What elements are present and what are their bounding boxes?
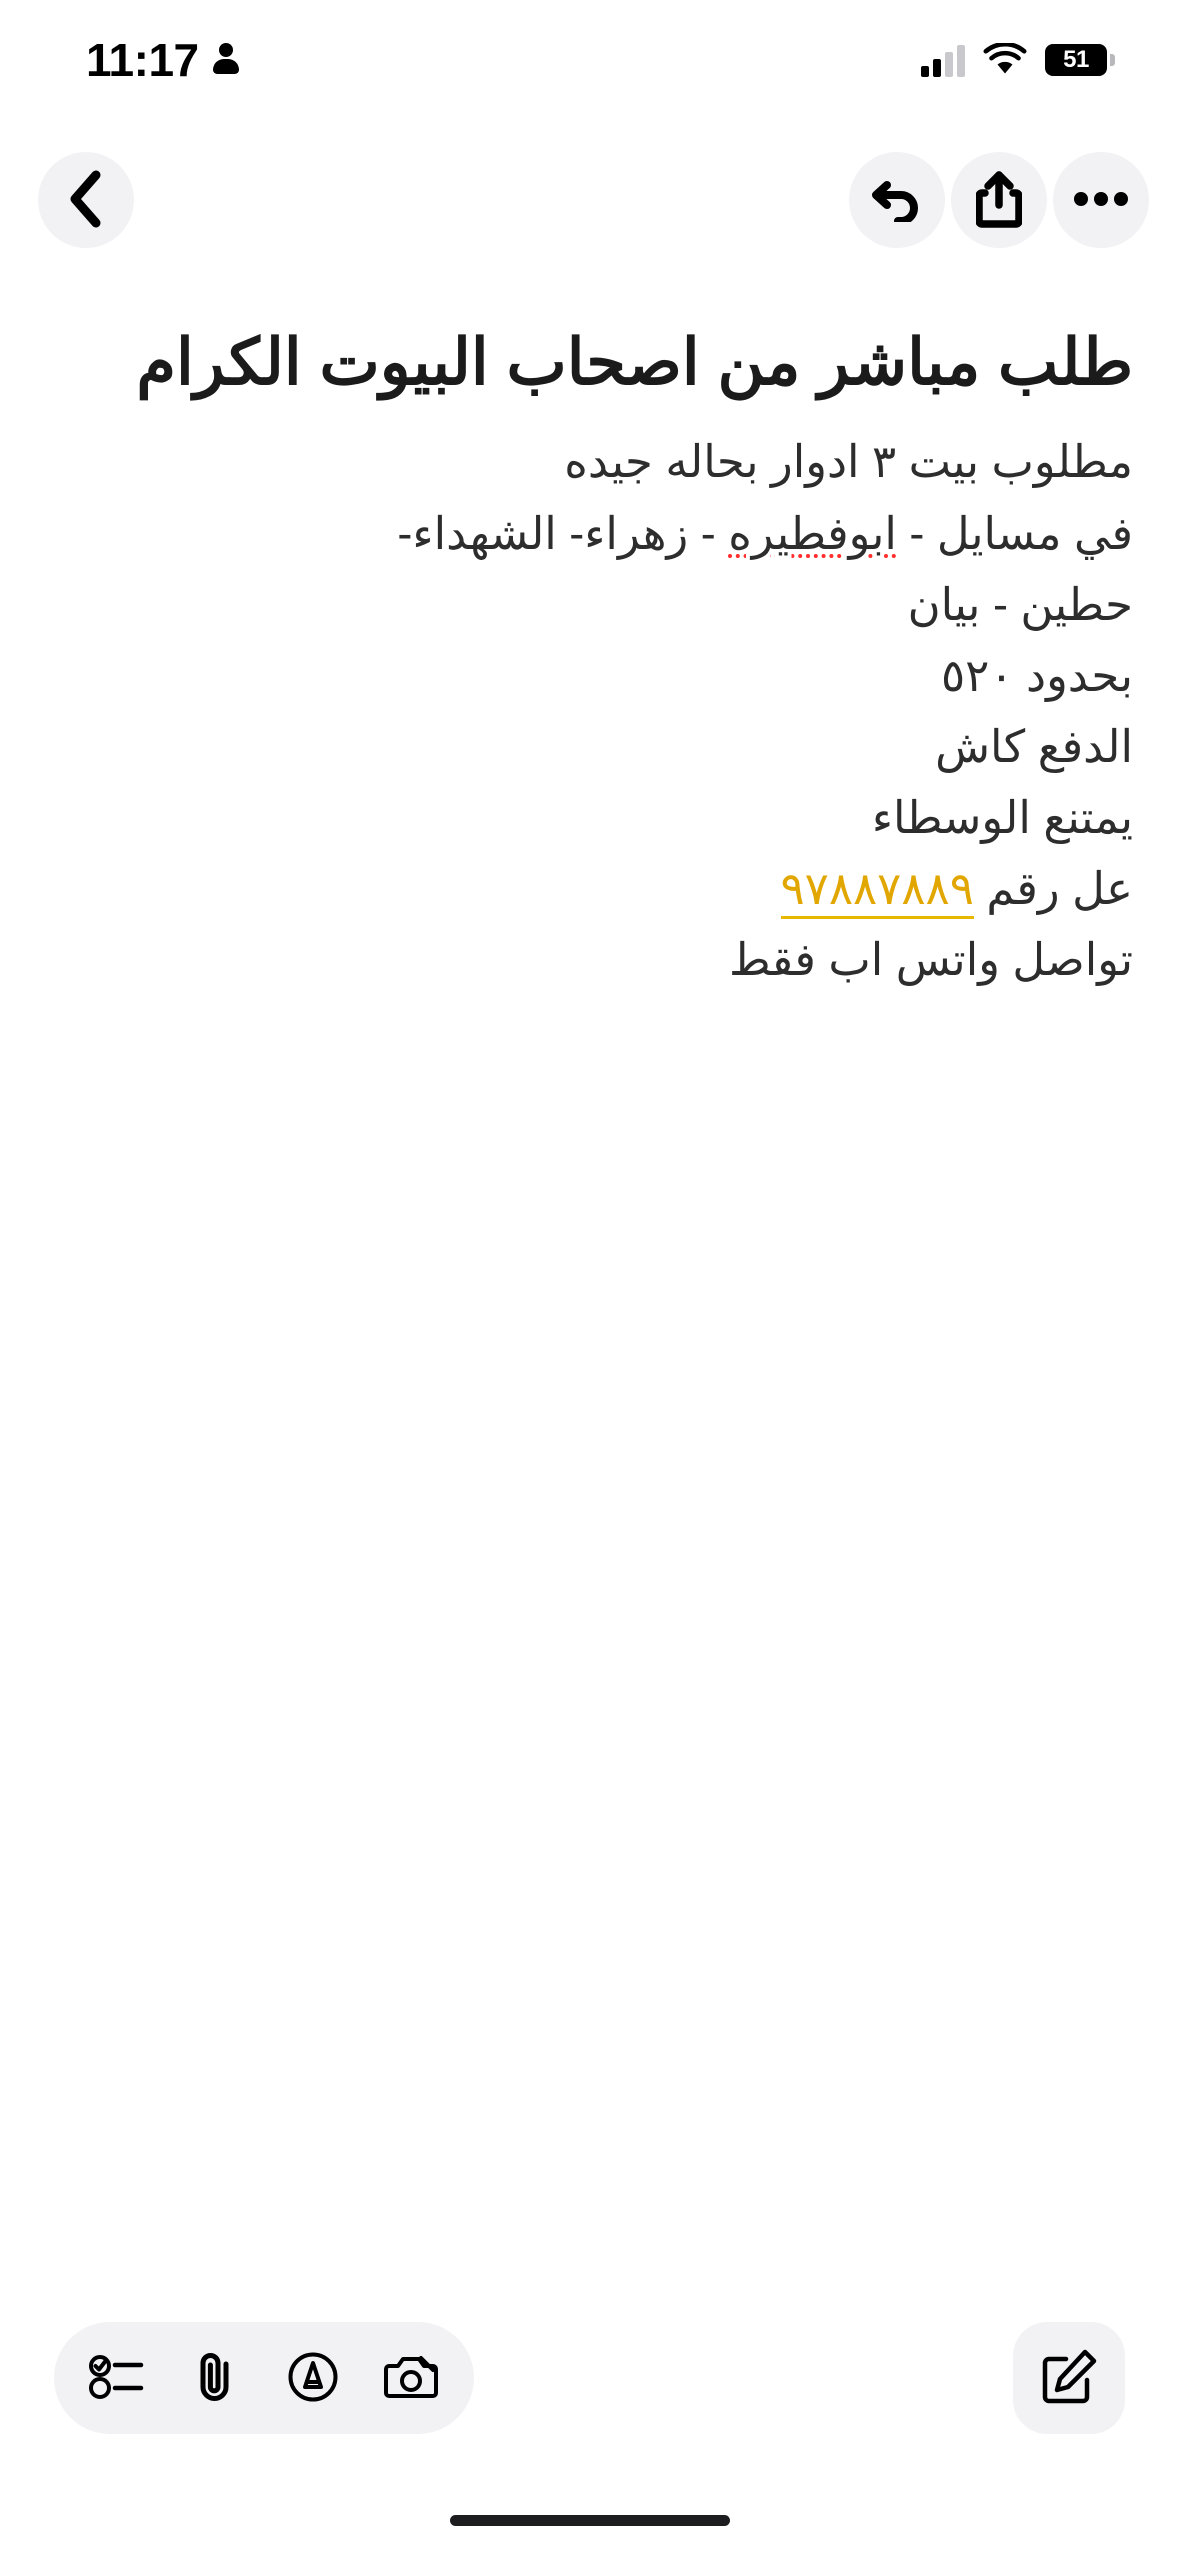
share-button[interactable] bbox=[951, 152, 1047, 248]
new-note-button[interactable] bbox=[1013, 2322, 1125, 2434]
checklist-button[interactable] bbox=[68, 2329, 166, 2427]
person-icon bbox=[213, 43, 239, 77]
share-icon bbox=[976, 170, 1022, 231]
status-bar bbox=[0, 0, 1179, 120]
compose-icon bbox=[1041, 2349, 1097, 2408]
note-content[interactable] bbox=[46, 320, 1133, 995]
undo-arrow-icon bbox=[871, 176, 923, 225]
note-line-phone[interactable] bbox=[46, 853, 1133, 924]
phone-line-prefix: عل رقم bbox=[986, 863, 1133, 915]
status-bar-left bbox=[86, 34, 239, 86]
note-line[interactable]: حطين - بيان bbox=[907, 578, 1133, 630]
note-line[interactable]: بحدود ٥٢٠ bbox=[941, 649, 1133, 701]
battery-level: 51 bbox=[1063, 46, 1089, 73]
home-indicator[interactable] bbox=[450, 2515, 730, 2526]
note-actions-group bbox=[849, 152, 1149, 248]
navigation-bar bbox=[0, 152, 1179, 262]
status-bar-right bbox=[921, 43, 1107, 77]
wifi-icon bbox=[983, 43, 1027, 77]
checklist-icon bbox=[89, 2355, 145, 2402]
undo-button[interactable] bbox=[849, 152, 945, 248]
camera-button[interactable] bbox=[362, 2329, 460, 2427]
note-line-with-spellcheck[interactable]: في مسايل - ابوفطيره - زهراء- الشهداء- bbox=[397, 507, 1133, 559]
phone-number-link[interactable]: ٩٧٨٨٧٨٨٩ bbox=[781, 863, 974, 919]
battery-icon bbox=[1045, 44, 1107, 76]
status-time: 11:17 bbox=[86, 34, 199, 86]
attachment-button[interactable] bbox=[166, 2329, 264, 2427]
back-chevron-icon bbox=[66, 170, 106, 231]
camera-icon bbox=[383, 2352, 439, 2405]
cellular-signal-icon bbox=[921, 43, 965, 77]
note-line[interactable]: مطلوب بيت ٣ ادوار بحاله جيده bbox=[564, 436, 1133, 488]
note-line[interactable]: الدفع كاش bbox=[935, 720, 1133, 772]
note-body[interactable] bbox=[46, 426, 1133, 995]
ellipsis-icon bbox=[1074, 191, 1128, 210]
back-button[interactable] bbox=[38, 152, 134, 248]
misspelled-word[interactable]: ابوفطيره bbox=[728, 507, 897, 559]
markup-pen-circle-icon bbox=[287, 2351, 339, 2406]
note-line[interactable]: تواصل واتس اب فقط bbox=[728, 934, 1133, 986]
bottom-toolbar bbox=[0, 2318, 1179, 2438]
more-options-button[interactable] bbox=[1053, 152, 1149, 248]
markup-button[interactable] bbox=[264, 2329, 362, 2427]
note-tools-group bbox=[54, 2322, 474, 2434]
note-title[interactable]: طلب مباشر من اصحاب البيوت الكرام bbox=[136, 326, 1133, 398]
note-line[interactable]: يمتنع الوسطاء bbox=[871, 791, 1133, 843]
paperclip-icon bbox=[193, 2350, 237, 2407]
